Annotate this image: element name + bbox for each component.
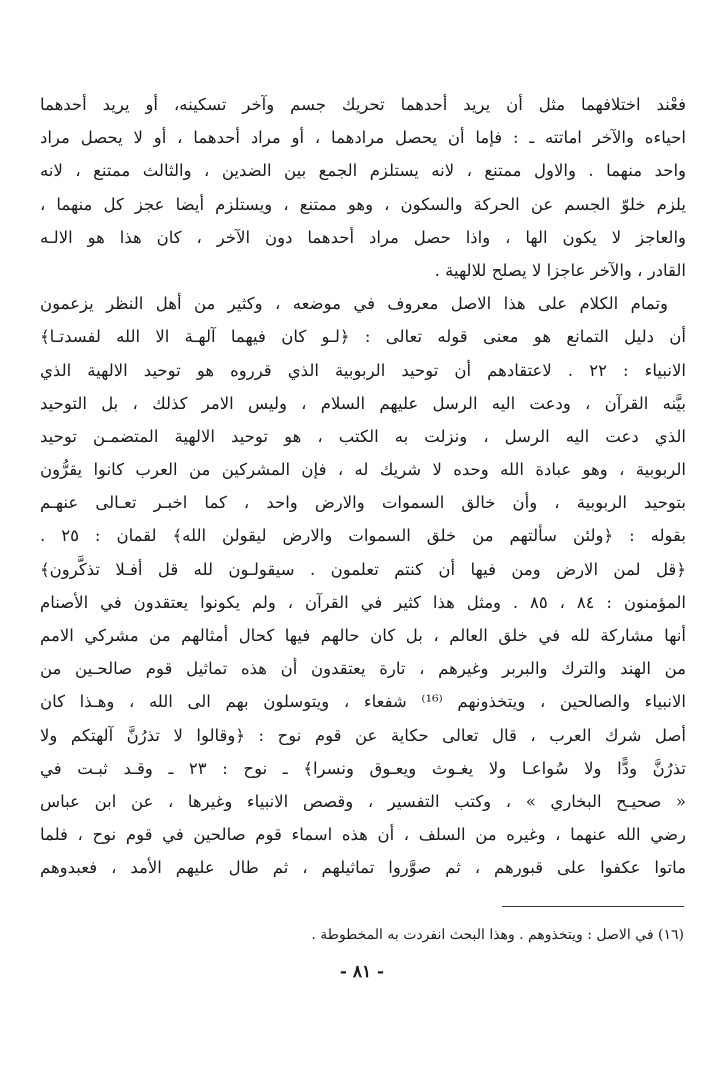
text-line: تذرُنَّ ودًّا ولا سُواعـا ولا يغـوث ويعـوق ونسرا﴾ ـ نوح : ٢٣ ـ وقـد ثبـت في (40, 758, 686, 778)
text-line: ماتوا عكفوا على قبورهم ، ثم صوَّروا تماثيلهم ، ثم طال عليهم الأمد ، فعبدوهم (40, 858, 686, 878)
text-line: بيَّنه القرآن ، ودعت اليه الرسل عليهم السلام ، وليس الامر كذلك ، بل التوحيد (40, 393, 686, 413)
text-line: وتمام الكلام على هذا الاصل معروف في موضعه ، وكثير من أهل النظر يزعمون (40, 294, 668, 314)
text-line: أنها مشاركة لله في خلق العالم ، بل كان حالهم فيها كحال أمثالهم من مشركي الامم (40, 626, 686, 645)
text-line: القادر ، والآخر عاجزا لا يصلح للالهية . (434, 260, 686, 280)
page-number: - ٨١ - (339, 962, 385, 982)
text-line: يلزم خلوّ الجسم عن الحركة والسكون ، وهو ممتنع ، ويستلزم أيضا عجز كل منهما ، (40, 194, 686, 214)
text-line: الانبياء : ٢٢ . لاعتقادهم أن توحيد الربوبية الذي قرروه هو توحيد الالهية الذي (40, 360, 686, 380)
text-line: أن دليل التمانع هو معنى قوله تعالى : ﴿لـو كان فيهما آلهـة الا الله لفسدتـا﴾ (40, 327, 686, 347)
text-line: فعْند اختلافهما مثل أن يريد أحدهما تحريك جسم وآخر تسكينه، أو يريد أحدهما (40, 95, 686, 114)
footnote-divider (502, 906, 684, 907)
text-line: والعاجز لا يكون الها ، واذا حصل مراد أحدهما دون الآخر ، كان هذا هو الالـه (40, 227, 686, 247)
footnote: (١٦) في الاصل : ويتخذوهم . وهذا البحث انفردت به المخطوطة . (311, 927, 684, 943)
body-text (40, 88, 686, 885)
text-line: المؤمنون : ٨٤ ، ٨٥ . ومثل هذا كثير في القرآن ، ولم يكونوا يعتقدون في الأصنام (40, 592, 686, 612)
text-line: الربوبية ، وهو عبادة الله وحده لا شريك له ، فإن المشركين من العرب كانوا يقرُّون (40, 460, 686, 480)
text-line: من الهند والترك والبربر وغيرهم ، تارة يعتقدون أن هذه تماثيل قوم صالحـين من (40, 659, 686, 679)
text-line: احياءه والآخر اماتته ـ : فإما أن يحصل مرادهما ، أو مراد أحدهما ، أو لا يحصل مراد (40, 128, 686, 148)
text-line: رضي الله عنهما ، وغيره من السلف ، أن هذه اسماء قوم صالحين في قوم نوح ، فلما (40, 825, 686, 845)
text-line: الانبياء والصالحين ، ويتخذونهم ⁽¹⁶⁾ شفعاء ، ويتوسلون بهم الى الله ، وهـذا كان (40, 692, 686, 712)
text-line: « صحيـح البخاري » ، وكتب التفسير ، وقصص الانبياء وغيرها ، عن ابن عباس (40, 791, 686, 811)
text-line: الذي دعت اليه الرسل ، ونزلت به الكتب ، هو توحيد الالهية المتضمـن توحيد (40, 426, 686, 446)
text-line: أصل شرك العرب ، قال تعالى حكاية عن قوم نوح : ﴿وقالوا لا تذرُنَّ آلهتكم ولا (40, 725, 686, 745)
text-line: ﴿قل لمن الارض ومن فيها أن كنتم تعلمون . سيقولـون لله قل أفـلا تذكَّرون﴾ (40, 559, 686, 579)
text-line: بقوله : ﴿ولئن سألتهم من خلق السموات والارض ليقولن الله﴾ لقمان : ٢٥ . (40, 526, 686, 546)
text-line: بتوحيد الربوبية ، وأن خالق السموات والارض واحد ، كما اخبـر تعـالى عنهـم (40, 493, 686, 513)
text-line: واحد منهما . والاول ممتنع ، لانه يستلزم الجمع بين الضدين ، والثالث ممتنع ، لانه (40, 161, 686, 181)
